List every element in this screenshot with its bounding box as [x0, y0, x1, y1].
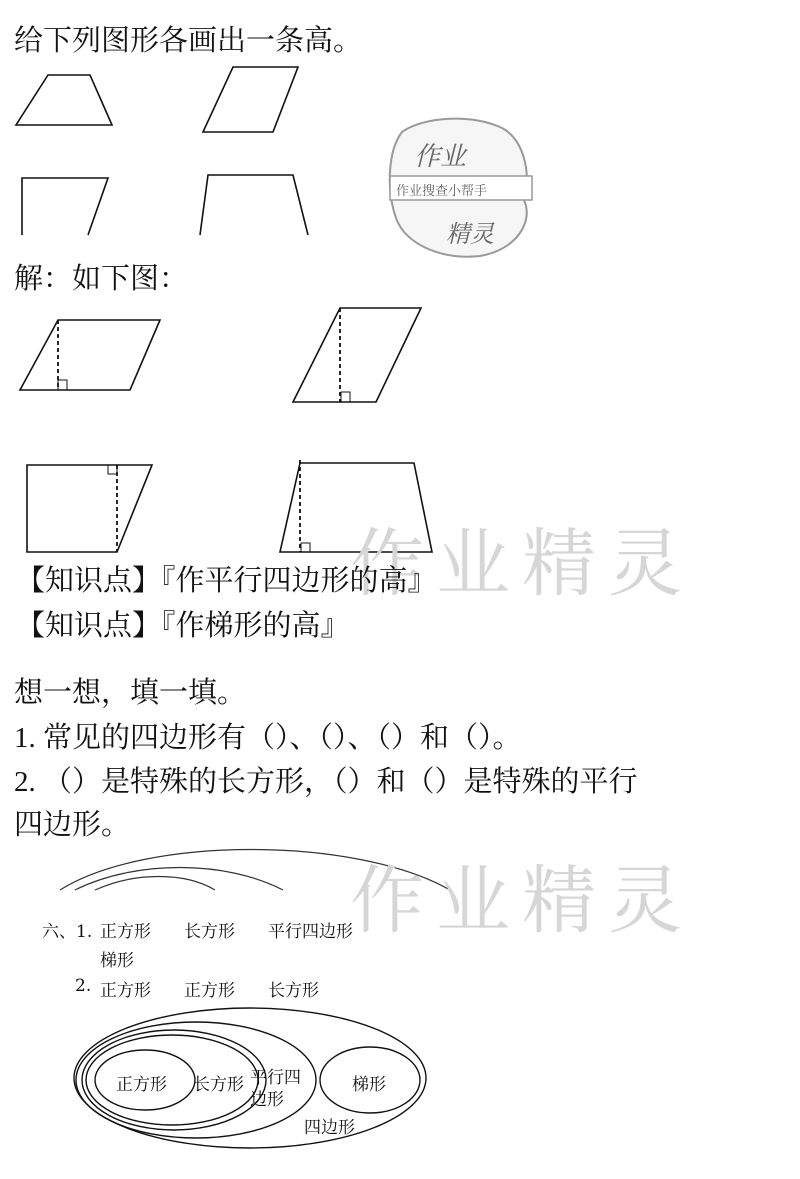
question2-item1: 1. 常见的四边形有（）、（）、（）和（）。 — [14, 722, 522, 754]
right-angle-mark-1 — [58, 380, 67, 390]
isosceles-trapezoid — [200, 175, 308, 235]
question2-item2-line1: 2. （）是特殊的长方形，（）和（）是特殊的平行 — [14, 766, 638, 798]
venn-square-label: 正方形 — [116, 1075, 167, 1095]
right-angle-mark-2 — [341, 392, 350, 402]
question2-item2-line2: 四边形。 — [14, 807, 131, 841]
solution-parallelogram-1 — [20, 320, 160, 390]
question1-shapes — [10, 60, 330, 240]
parallelogram-2 — [203, 67, 298, 132]
answer-row1-cont: 梯形 — [100, 951, 134, 971]
answer-row1-item1: 正方形 — [100, 922, 151, 942]
venn-quadrilateral-label: 四边形 — [304, 1118, 355, 1138]
right-angle-mark-3 — [108, 465, 117, 474]
watermark-2: 作业精灵 — [350, 858, 694, 944]
answer-row2-item1: 正方形 — [100, 981, 151, 1001]
answer-row1-item3: 平行四边形 — [268, 922, 353, 942]
question2-heading: 想一想，填一填。 — [14, 675, 247, 709]
solution-label: 解：如下图： — [14, 261, 189, 295]
venn-trapezoid-label: 梯形 — [352, 1075, 386, 1095]
answer-row2-label: 2. — [75, 976, 92, 996]
venn-parallelogram-label-1: 平行四 — [250, 1068, 301, 1088]
stamp-top-text: 作业 — [414, 142, 467, 172]
knowledge-point-2: 【知识点】『作梯形的高』 — [16, 608, 350, 642]
parallelogram-1 — [16, 75, 112, 125]
answer-row1-item2: 长方形 — [184, 922, 235, 942]
question1-prompt: 给下列图形各画出一条高。 — [14, 23, 363, 57]
answer-row2-item2: 正方形 — [184, 981, 235, 1001]
stamp-seal — [384, 110, 534, 260]
venn-parallelogram-label-2: 边形 — [250, 1090, 284, 1110]
venn-rectangle-label: 长方形 — [193, 1075, 244, 1095]
right-angle-mark-4 — [301, 543, 310, 552]
stamp-middle-text: 作业搜查小帮手 — [396, 184, 488, 199]
solution-parallelogram-2 — [293, 308, 421, 402]
stamp-bottom-text: 精灵 — [446, 220, 494, 248]
watermark-1: 作业精灵 — [350, 521, 694, 607]
answer-section-label: 六、1. — [42, 922, 93, 942]
right-trapezoid — [22, 178, 108, 235]
solution-right-trapezoid — [27, 465, 152, 552]
answer-row2-item3: 长方形 — [268, 981, 319, 1001]
knowledge-point-1: 【知识点】『作平行四边形的高』 — [16, 563, 437, 597]
